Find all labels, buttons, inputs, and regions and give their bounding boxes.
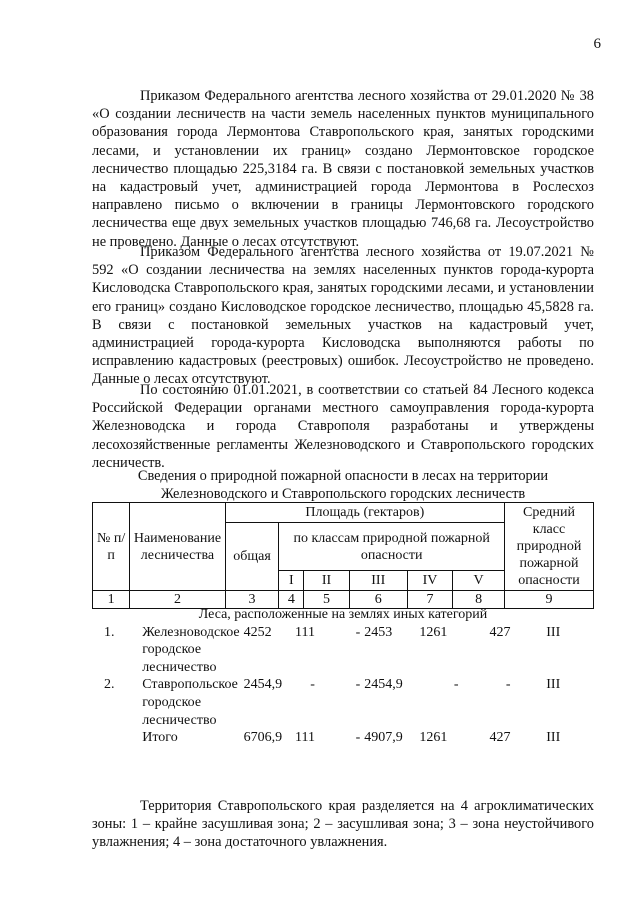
column-number: 3 <box>225 591 279 609</box>
header-avg-class: Средний класс природной пожарной опасности <box>504 503 593 591</box>
header-class-2: II <box>304 571 350 591</box>
table-row-total <box>92 729 594 747</box>
section-title: Леса, расположенные на землях иных категорий <box>198 607 488 622</box>
row-class-5: 427 <box>489 730 511 746</box>
paragraph-regulations: По состоянию 01.01.2021, в соответствии со статьей 84 Лесного кодекса Российской Федерации органами местного самоуправления города-курорта Железноводска и города Ставрополя разработаны и утверждены лесохозяйственные регламенты Железноводского и Ставропольского городских лесничеств. <box>92 382 594 471</box>
header-total: общая <box>225 523 279 591</box>
header-name: Наименование лесничества <box>130 503 225 591</box>
row-class-5: - <box>505 677 511 693</box>
paragraph-lermontov: Приказом Федерального агентства лесного хозяйства от 29.01.2020 № 38 «О создании лесничеств на части земель населенных пунктов муниципального образования города Лермонтова Ставропольского края, занятых городскими лесами, и установлении их границ» создано Лермонтовское городское лесничество площадью 225,3184 га. В связи с постановкой земельных участков на кадастровый учет, администрацией города Лермонтова в Рослесхоз направлено письмо о включении в границы Лермонтовского городского лесничества еще двух земельных участков площадью 746,68 га. Лесоустройство не проведено. Данные о лесах отсутствуют. <box>92 88 594 250</box>
column-number: 8 <box>453 591 505 609</box>
row-num <box>92 729 140 747</box>
header-class-3: III <box>349 571 407 591</box>
table-caption: Сведения о природной пожарной опасности в лесах на территории Железноводского и Ставропольского городских лесничеств <box>137 468 549 502</box>
row-num: 2. <box>104 677 115 693</box>
row-avg-class: III <box>546 677 561 693</box>
row-total: 4252 <box>243 624 272 640</box>
fire-danger-table-body <box>92 606 594 747</box>
row-class-2: - <box>355 730 361 746</box>
header-area: Площадь (гектаров) <box>225 503 504 523</box>
row-total: 6706,9 <box>243 730 283 746</box>
header-class-1: I <box>279 571 304 591</box>
row-total: 2454,9 <box>243 677 283 693</box>
column-number: 9 <box>504 591 593 609</box>
row-class-3: 2454,9 <box>364 677 403 693</box>
header-by-class: по классам природной пожарной опасности <box>279 523 505 571</box>
row-avg-class: III <box>546 730 561 746</box>
row-name: Ставропольское городское лесничество <box>142 677 238 728</box>
row-num: 1. <box>104 624 115 640</box>
row-class-1: 111 <box>294 624 315 640</box>
row-class-2: - <box>355 677 361 693</box>
row-class-4: - <box>453 677 459 693</box>
row-class-5: 427 <box>489 624 511 640</box>
column-number: 7 <box>407 591 453 609</box>
table-row <box>92 624 594 677</box>
row-name: Итого <box>142 730 178 746</box>
row-class-3: 4907,9 <box>364 730 403 746</box>
paragraph-kislovodsk: Приказом Федерального агентства лесного хозяйства от 19.07.2021 № 592 «О создании лесничества на землях населенных пунктов города-курорта Кисловодска Ставропольского края, занятых городскими лесами, и установлении его границ» создано Кисловодское городское лесничество, площадью 45,5828 га. В связи с постановкой земельных участков на кадастровый учет, администрацией города-курорта Кисловодска выполняются работы по исправлению кадастровых (реестровых) ошибок. Лесоустройство не проведено. Данные о лесах отсутствуют. <box>92 244 594 388</box>
row-class-4: 1261 <box>419 624 448 640</box>
paragraph-agroclimatic-zones: Территория Ставропольского края разделяется на 4 агроклиматических зоны: 1 – крайне засушливая зона; 2 – засушливая зона; 3 – зона неустойчивого увлажнения; 4 – зона достаточного увлажнения. <box>92 798 594 851</box>
row-avg-class: III <box>546 624 561 640</box>
row-class-3: 2453 <box>364 624 393 640</box>
row-class-1: 111 <box>294 730 315 746</box>
column-number: 6 <box>349 591 407 609</box>
row-class-4: 1261 <box>419 730 448 746</box>
column-number: 1 <box>93 591 130 609</box>
column-number: 2 <box>130 591 225 609</box>
column-number: 5 <box>304 591 350 609</box>
header-class-4: IV <box>407 571 453 591</box>
page-number: 6 <box>593 36 601 52</box>
column-number: 4 <box>279 591 304 609</box>
header-num: № п/п <box>93 503 130 591</box>
fire-danger-table-header <box>92 502 594 609</box>
row-class-2: - <box>355 624 361 640</box>
row-name: Железноводское городское лесничество <box>142 624 240 675</box>
table-row <box>92 676 594 729</box>
header-class-5: V <box>453 571 505 591</box>
row-class-1: - <box>310 677 315 693</box>
